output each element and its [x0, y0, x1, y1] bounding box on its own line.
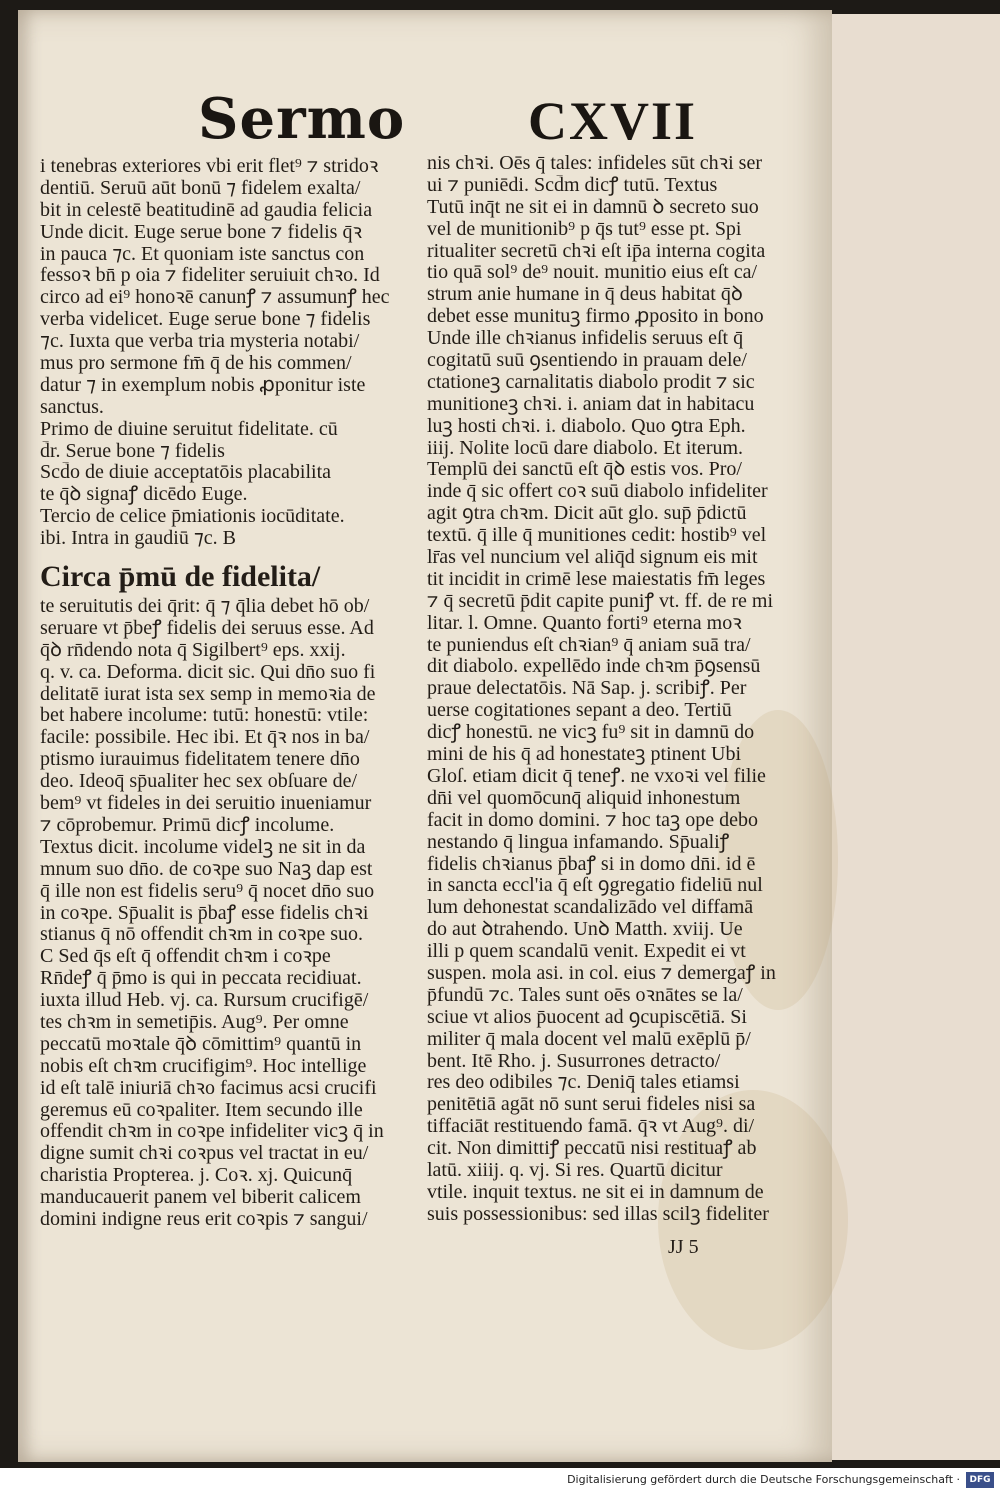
- text-line: textū. q̄ ille q̄ munitiones cedit: hostib⁹ vel: [427, 525, 767, 547]
- text-line: nestando q̄ lingua infamando. Sp̄ualiꝭ: [427, 831, 730, 853]
- text-line: ptismo iurauimus fidelitatem tenere dn̄o: [40, 749, 360, 771]
- text-line: id eſt talē iniuriā chꝛo facimus acsi crucifi: [40, 1077, 377, 1099]
- footer-credit: Digitalisierung gefördert durch die Deutsche Forschungsgemeinschaft ·: [567, 1473, 960, 1486]
- text-line: te seruitutis dei q̄rit: q̄ ⁊ q̄lia debet hō ob/: [40, 596, 370, 618]
- text-line: d̄r. Serue bone ⁊ fidelis: [40, 440, 225, 462]
- text-line: dit diabolo. expellēdo inde chꝛm p̄ꝯsensū: [427, 656, 761, 678]
- text-line: in coꝛpe. Sp̄ualit is p̄baꝭ esse fidelis chꝛi: [40, 902, 369, 924]
- signature-mark: JJ 5: [668, 1236, 699, 1258]
- text-line: bit in celestē beatitudinē ad gaudia felicia: [40, 199, 373, 221]
- text-line: verba videlicet. Euge serue bone ⁊ fidelis: [40, 309, 371, 331]
- text-line: offendit chꝛm in coꝛpe infideliter vicꝫ q̄ in: [40, 1121, 384, 1143]
- text-line: bent. Itē Rho. j. Susurrones detracto/: [427, 1050, 721, 1072]
- text-line: circo ad ei⁹ honoꝛē canunꝭ ⁊ assumunꝭ hec: [40, 287, 390, 309]
- text-line: mini de his q̄ ad honestateꝫ ptinent Ubi: [427, 744, 742, 766]
- text-line: dentiū. Seruū aūt bonū ⁊ fidelem exalta/: [40, 177, 361, 199]
- text-line: dicꝭ honestū. ne vicꝫ fu⁹ sit in damnū do: [427, 722, 755, 744]
- text-line: q̄ ille non est fidelis seru⁹ q̄ nocet dn̄o suo: [40, 880, 375, 902]
- text-line: strum anie humane in q̄ deus habitat q̄ꝺ: [427, 284, 743, 306]
- text-line: seruare vt p̄beꝭ fidelis dei seruus esse. Ad: [40, 617, 374, 639]
- text-line: iuxta illud Heb. vj. ca. Rursum crucifigē/: [40, 990, 369, 1012]
- text-line: sciue vt alios p̄uocent ad ꝯcupiscētiā. Si: [427, 1006, 747, 1028]
- text-line: deo. Ideoq̄ sp̄ualiter hec sex obſuare de/: [40, 771, 358, 793]
- text-line: debet esse munituꝫ firmo ꝓposito in bono: [427, 306, 764, 328]
- text-line: uerse cogitationes sepant a deo. Tertiū: [427, 700, 732, 722]
- text-line: Primo de diuine seruitut fidelitate. cū: [40, 418, 338, 440]
- text-line: geremus eū coꝛpaliter. Item secundo ille: [40, 1099, 363, 1121]
- text-line: latū. xiiij. q. vj. Si res. Quartū dicitur: [427, 1159, 723, 1181]
- text-line: illi p quem scandalū venit. Expedit ei vt: [427, 941, 746, 963]
- text-line: Templū dei sanctū eſt q̄ꝺ estis vos. Pro/: [427, 459, 742, 481]
- running-header: [0, 80, 830, 160]
- text-line: lum dehonestat scandalizādo vel diffamā: [427, 897, 754, 919]
- text-line: bet habere incolume: tutū: honestū: vtile:: [40, 705, 369, 727]
- digitization-footer: [0, 1468, 1000, 1494]
- text-line: datur ⁊ in exemplum nobis ꝓponitur iste: [40, 374, 366, 396]
- text-line: Tutū inq̄t ne sit ei in damnū ꝺ secreto suo: [427, 196, 759, 218]
- text-line: suis possessionibus: sed illas scilꝫ fideliter: [427, 1203, 769, 1225]
- text-line: ibi. Intra in gaudiū ⁊c. B: [40, 528, 237, 550]
- text-line: ui ⁊ puniēdi. Scd̄m dicꝭ tutū. Textus: [427, 174, 718, 196]
- text-line: tes chꝛm in semetip̄is. Aug⁹. Per omne: [40, 1011, 349, 1033]
- text-line: penitētiā agāt nō sunt serui fideles nisi sa: [427, 1094, 756, 1116]
- right-text-column: [427, 153, 792, 1226]
- text-line: dn̄i vel quomōcunq̄ aliquid inhonestum: [427, 787, 741, 809]
- text-line: facit in domo domini. ⁊ hoc taꝫ ope debo: [427, 809, 759, 831]
- folio-number: CXVII: [528, 91, 698, 151]
- text-line: stianus q̄ nō offendit chꝛm in coꝛpe suo.: [40, 924, 363, 946]
- text-line: ctationeꝫ carnalitatis diabolo prodit ⁊ sic: [427, 371, 755, 393]
- text-line: charistia Propterea. j. Coꝛ. xj. Quicunq̄: [40, 1165, 353, 1187]
- text-line: Gloſ. etiam dicit q̄ teneꝭ. ne vxoꝛi vel filie: [427, 765, 766, 787]
- text-line: res deo odibiles ⁊c. Deniq̄ tales etiamsi: [427, 1072, 740, 1094]
- text-line: facile: possibile. Hec ibi. Et q̄ꝛ nos in ba/: [40, 727, 370, 749]
- text-line: ⁊ q̄ secretū p̄dit capite puniꝭ vt. ff. de re mi: [427, 590, 774, 612]
- text-line: manducauerit panem vel biberit calicem: [40, 1187, 361, 1209]
- text-line: cogitatū suū ꝯsentiendo in prauam dele/: [427, 350, 747, 372]
- text-line: Textus dicit. incolume videlꝫ ne sit in da: [40, 836, 366, 858]
- text-line: te puniendus eſt chꝛian⁹ q̄ aniam suā tra/: [427, 634, 751, 656]
- text-line: suspen. mola asi. in col. eius ⁊ demergaꝭ in: [427, 962, 776, 984]
- text-line: cit. Non dimittiꝭ peccatū nisi restituaꝭ ab: [427, 1138, 757, 1160]
- text-line: iiij. Nolite locū dare diabolo. Et iterum.: [427, 437, 744, 459]
- text-line: vel de munitionib⁹ p q̄s tut⁹ esse pt. Spi: [427, 218, 742, 240]
- text-line: Rn̄deꝭ q̄ p̄mo is qui in peccata recidiuat.: [40, 968, 362, 990]
- text-line: tiffaciāt restituendo famā. q̄ꝛ vt Aug⁹. di/: [427, 1116, 755, 1138]
- text-line: praue delectatōis. Nā Sap. j. scribiꝭ. Per: [427, 678, 747, 700]
- text-line: tio quā sol⁹ de⁹ nouit. munitio eius eſt ca/: [427, 262, 758, 284]
- text-line: nobis eſt chꝛm crucifigim⁹. Hoc intellige: [40, 1055, 367, 1077]
- text-line: in pauca ⁊c. Et quoniam iste sanctus con: [40, 243, 365, 265]
- header-word: Sermo: [198, 86, 406, 152]
- text-line: Unde ille chꝛianus infidelis seruus eſt q̄: [427, 328, 744, 350]
- text-line: Tercio de celice p̄miationis iocūditate.: [40, 506, 345, 528]
- text-line: q. v. ca. Deforma. dicit sic. Qui dn̄o suo fi: [40, 661, 376, 683]
- text-line: digne sumit chꝛi coꝛpus vel tractat in eu/: [40, 1143, 369, 1165]
- text-line: fidelis chꝛianus p̄baꝭ si in domo dn̄i. id ē: [427, 853, 756, 875]
- text-line: domini indigne reus erit coꝛpis ⁊ sangui/: [40, 1208, 368, 1230]
- text-line: mus pro sermone fm̄ q̄ de his commen/: [40, 353, 352, 375]
- text-line: sanctus.: [40, 396, 104, 418]
- text-line: bem⁹ vt fideles in dei seruitio inueniamur: [40, 793, 372, 815]
- text-line: luꝫ hosti chꝛi. i. diabolo. Quo ꝯtra Eph.: [427, 415, 746, 437]
- text-line: Scd̄o de diuie acceptatōis placabilita: [40, 462, 331, 484]
- text-line: tit incidit in crimē lese maiestatis fm̄ leges: [427, 568, 766, 590]
- text-line: Unde dicit. Euge serue bone ⁊ fidelis q̄ꝛ: [40, 221, 362, 243]
- text-line: munitioneꝫ chꝛi. i. aniam dat in habitacu: [427, 393, 755, 415]
- text-line: lr̄as vel nuncium vel aliq̄d signum eis mit: [427, 547, 758, 569]
- text-line: vtile. inquit textus. ne sit ei in damnum de: [427, 1181, 764, 1203]
- text-line: p̄fundū ⁊c. Tales sunt oēs oꝛnātes se la/: [427, 984, 743, 1006]
- text-line: fessoꝛ bn̄ p oia ⁊ fideliter seruiuit chꝛo. Id: [40, 265, 380, 287]
- text-line: litar. l. Omne. Quanto forti⁹ eterna moꝛ: [427, 612, 742, 634]
- text-line: in sancta eccl'ia q̄ eſt ꝯgregatio fideliū nul: [427, 875, 763, 897]
- text-line: ⁊c. Iuxta que verba tria mysteria notabi/: [40, 331, 360, 353]
- text-line: peccatū moꝛtale q̄ꝺ cōmittim⁹ quantū in: [40, 1033, 362, 1055]
- text-line: agit ꝯtra chꝛm. Dicit aūt glo. sup̄ p̄dictū: [427, 503, 747, 525]
- text-line: te q̄ꝺ signaꝭ dicēdo Euge.: [40, 484, 248, 506]
- text-line: ⁊ cōprobemur. Primū dicꝭ incolume.: [40, 814, 335, 836]
- text-line: ritualiter secretū chꝛi eſt ip̄a interna cogita: [427, 240, 766, 262]
- text-line: militer q̄ mala docent vel malū exēplū p̄/: [427, 1028, 751, 1050]
- text-line: mnum suo dn̄o. de coꝛpe suo Naꝫ dap est: [40, 858, 373, 880]
- dfg-logo-icon: DFG: [966, 1472, 994, 1488]
- text-line: delitatē iurat ista sex semp in memoꝛia de: [40, 683, 376, 705]
- text-line: do aut ꝺtrahendo. Unꝺ Matth. xviij. Ue: [427, 919, 743, 941]
- text-line: i tenebras exteriores vbi erit flet⁹ ⁊ stridoꝛ: [40, 156, 379, 177]
- text-line: inde q̄ sic offert coꝛ suū diabolo infideliter: [427, 481, 768, 503]
- text-line: q̄ꝺ rn̄dendo nota q̄ Sigilbert⁹ eps. xxij.: [40, 639, 346, 661]
- text-line: nis chꝛi. Oēs q̄ tales: infideles sūt chꝛi ser: [427, 153, 763, 174]
- text-line: C Sed q̄s eſt q̄ offendit chꝛm i coꝛpe: [40, 946, 331, 968]
- text-line: Circa p̄mū de fidelita/: [40, 560, 321, 594]
- left-text-column: [40, 156, 420, 1231]
